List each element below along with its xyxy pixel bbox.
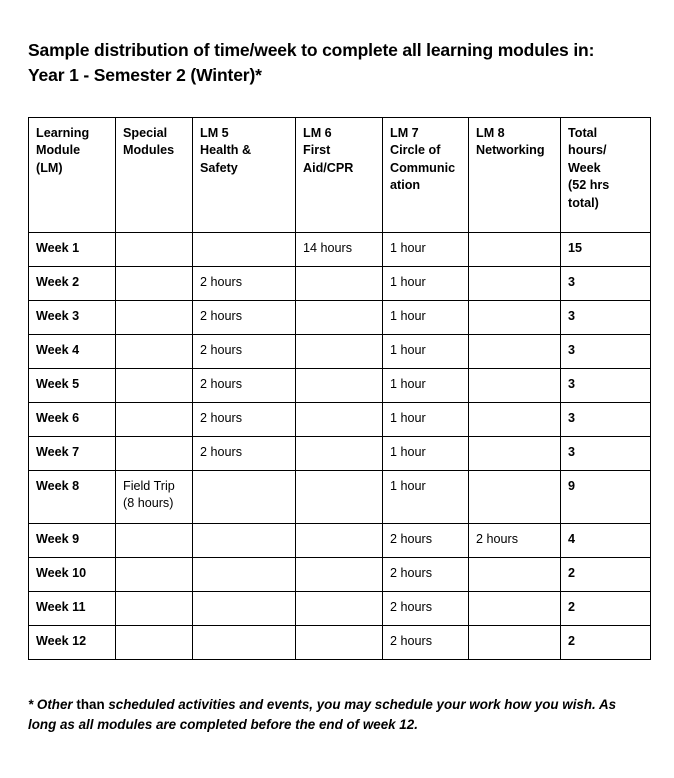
special-modules-cell	[116, 301, 193, 335]
lm8-cell	[469, 267, 561, 301]
total-hours-cell: 2	[561, 558, 651, 592]
special-modules-cell	[116, 524, 193, 558]
lm7-cell: 1 hour	[383, 437, 469, 471]
lm5-cell: 2 hours	[193, 437, 296, 471]
column-header-lm7	[383, 118, 469, 233]
week-label: Week 6	[29, 403, 116, 437]
column-header-special-modules	[116, 118, 193, 233]
lm5-cell	[193, 471, 296, 524]
column-header-line: (LM)	[36, 160, 63, 175]
lm8-cell	[469, 626, 561, 660]
lm8-cell	[469, 471, 561, 524]
column-header-line: LM 6	[303, 126, 332, 140]
column-header-lm5	[193, 118, 296, 233]
total-hours-cell: 3	[561, 369, 651, 403]
column-header-line: Circle of	[390, 143, 441, 158]
footnote-upright-word: than	[76, 697, 105, 712]
table-row	[29, 335, 651, 369]
lm7-cell: 1 hour	[383, 233, 469, 267]
week-label: Week 4	[29, 335, 116, 369]
special-modules-cell	[116, 592, 193, 626]
column-header-line: Special	[123, 126, 168, 140]
table-header	[29, 118, 651, 233]
column-header-line: ation	[390, 178, 421, 193]
lm6-cell	[296, 626, 383, 660]
lm7-cell: 2 hours	[383, 524, 469, 558]
table-row	[29, 301, 651, 335]
lm5-cell: 2 hours	[193, 369, 296, 403]
lm5-cell	[193, 626, 296, 660]
week-label: Week 11	[29, 592, 116, 626]
week-label: Week 1	[29, 233, 116, 267]
table-row	[29, 626, 651, 660]
week-label: Week 9	[29, 524, 116, 558]
week-label: Week 2	[29, 267, 116, 301]
total-hours-cell: 2	[561, 626, 651, 660]
table-row	[29, 524, 651, 558]
lm6-cell	[296, 369, 383, 403]
lm7-cell: 1 hour	[383, 369, 469, 403]
lm5-cell	[193, 592, 296, 626]
total-hours-cell: 3	[561, 267, 651, 301]
column-header-line: Health &	[200, 143, 252, 158]
lm5-cell: 2 hours	[193, 403, 296, 437]
footnote	[28, 695, 634, 736]
column-header-line: Aid/CPR	[303, 160, 354, 175]
week-label: Week 12	[29, 626, 116, 660]
table-row	[29, 369, 651, 403]
column-header-total	[561, 118, 651, 233]
lm5-cell: 2 hours	[193, 301, 296, 335]
column-header-line: total)	[568, 195, 599, 210]
lm7-cell: 2 hours	[383, 626, 469, 660]
week-label: Week 5	[29, 369, 116, 403]
special-modules-cell	[116, 403, 193, 437]
week-label: Week 8	[29, 471, 116, 524]
lm5-cell: 2 hours	[193, 335, 296, 369]
table-row	[29, 592, 651, 626]
lm6-cell	[296, 335, 383, 369]
lm8-cell	[469, 592, 561, 626]
special-modules-cell	[116, 369, 193, 403]
table-body	[29, 233, 651, 660]
total-hours-cell: 3	[561, 403, 651, 437]
footnote-rest: scheduled activities and events, you may schedule your work how you wish. As long as all modules are completed before the end of week 12.	[28, 697, 617, 733]
column-header-line: LM 8	[476, 126, 505, 140]
column-header-line: Safety	[200, 160, 238, 175]
lm8-cell	[469, 301, 561, 335]
lm7-cell: 2 hours	[383, 592, 469, 626]
lm6-cell	[296, 403, 383, 437]
column-header-line: Total	[568, 126, 598, 140]
total-hours-cell: 4	[561, 524, 651, 558]
total-hours-cell: 3	[561, 335, 651, 369]
column-header-lm8	[469, 118, 561, 233]
column-header-line: hours/	[568, 143, 607, 158]
total-hours-cell: 2	[561, 592, 651, 626]
table-row	[29, 267, 651, 301]
lm6-cell	[296, 592, 383, 626]
lm5-cell	[193, 233, 296, 267]
lm6-cell	[296, 558, 383, 592]
week-label: Week 10	[29, 558, 116, 592]
column-header-line: Learning	[36, 126, 90, 140]
table-row	[29, 233, 651, 267]
lm5-cell: 2 hours	[193, 267, 296, 301]
column-header-line: LM 7	[390, 126, 419, 140]
column-header-line: Modules	[123, 143, 175, 158]
learning-module-schedule-table	[28, 117, 651, 660]
lm7-cell: 1 hour	[383, 471, 469, 524]
week-label: Week 7	[29, 437, 116, 471]
column-header-line: Networking	[476, 143, 545, 158]
lm8-cell	[469, 558, 561, 592]
table-row	[29, 437, 651, 471]
lm6-cell	[296, 524, 383, 558]
column-header-line: Week	[568, 160, 601, 175]
page-title: Sample distribution of time/week to complete all learning modules in: Year 1 - Semester 2 (Winter)*	[28, 40, 595, 85]
lm5-cell	[193, 524, 296, 558]
special-modules-cell	[116, 626, 193, 660]
lm5-cell	[193, 558, 296, 592]
special-modules-cell: Field Trip (8 hours)	[116, 471, 193, 524]
total-hours-cell: 9	[561, 471, 651, 524]
lm8-cell: 2 hours	[469, 524, 561, 558]
total-hours-cell: 3	[561, 437, 651, 471]
total-hours-cell: 15	[561, 233, 651, 267]
lm7-cell: 1 hour	[383, 403, 469, 437]
table-row	[29, 403, 651, 437]
total-hours-cell: 3	[561, 301, 651, 335]
week-label: Week 3	[29, 301, 116, 335]
special-modules-cell	[116, 558, 193, 592]
column-header-learning-module	[29, 118, 116, 233]
column-header-line: Communic	[390, 160, 456, 175]
lm7-cell: 1 hour	[383, 335, 469, 369]
column-header-line: (52 hrs	[568, 178, 610, 193]
lm8-cell	[469, 437, 561, 471]
lm8-cell	[469, 335, 561, 369]
column-header-line: Module	[36, 143, 81, 158]
table-row	[29, 471, 651, 524]
column-header-line: First	[303, 143, 331, 158]
column-header-lm6	[296, 118, 383, 233]
footnote-lead: * Other	[28, 697, 77, 712]
table-row	[29, 558, 651, 592]
lm6-cell	[296, 267, 383, 301]
lm7-cell: 1 hour	[383, 267, 469, 301]
special-modules-cell	[116, 437, 193, 471]
lm6-cell	[296, 471, 383, 524]
lm8-cell	[469, 233, 561, 267]
lm6-cell: 14 hours	[296, 233, 383, 267]
special-modules-cell	[116, 335, 193, 369]
lm7-cell: 1 hour	[383, 301, 469, 335]
lm6-cell	[296, 301, 383, 335]
lm8-cell	[469, 403, 561, 437]
lm8-cell	[469, 369, 561, 403]
lm7-cell: 2 hours	[383, 558, 469, 592]
column-header-line: LM 5	[200, 126, 229, 140]
special-modules-cell	[116, 267, 193, 301]
special-modules-cell	[116, 233, 193, 267]
table-header-row	[29, 118, 651, 233]
lm6-cell	[296, 437, 383, 471]
